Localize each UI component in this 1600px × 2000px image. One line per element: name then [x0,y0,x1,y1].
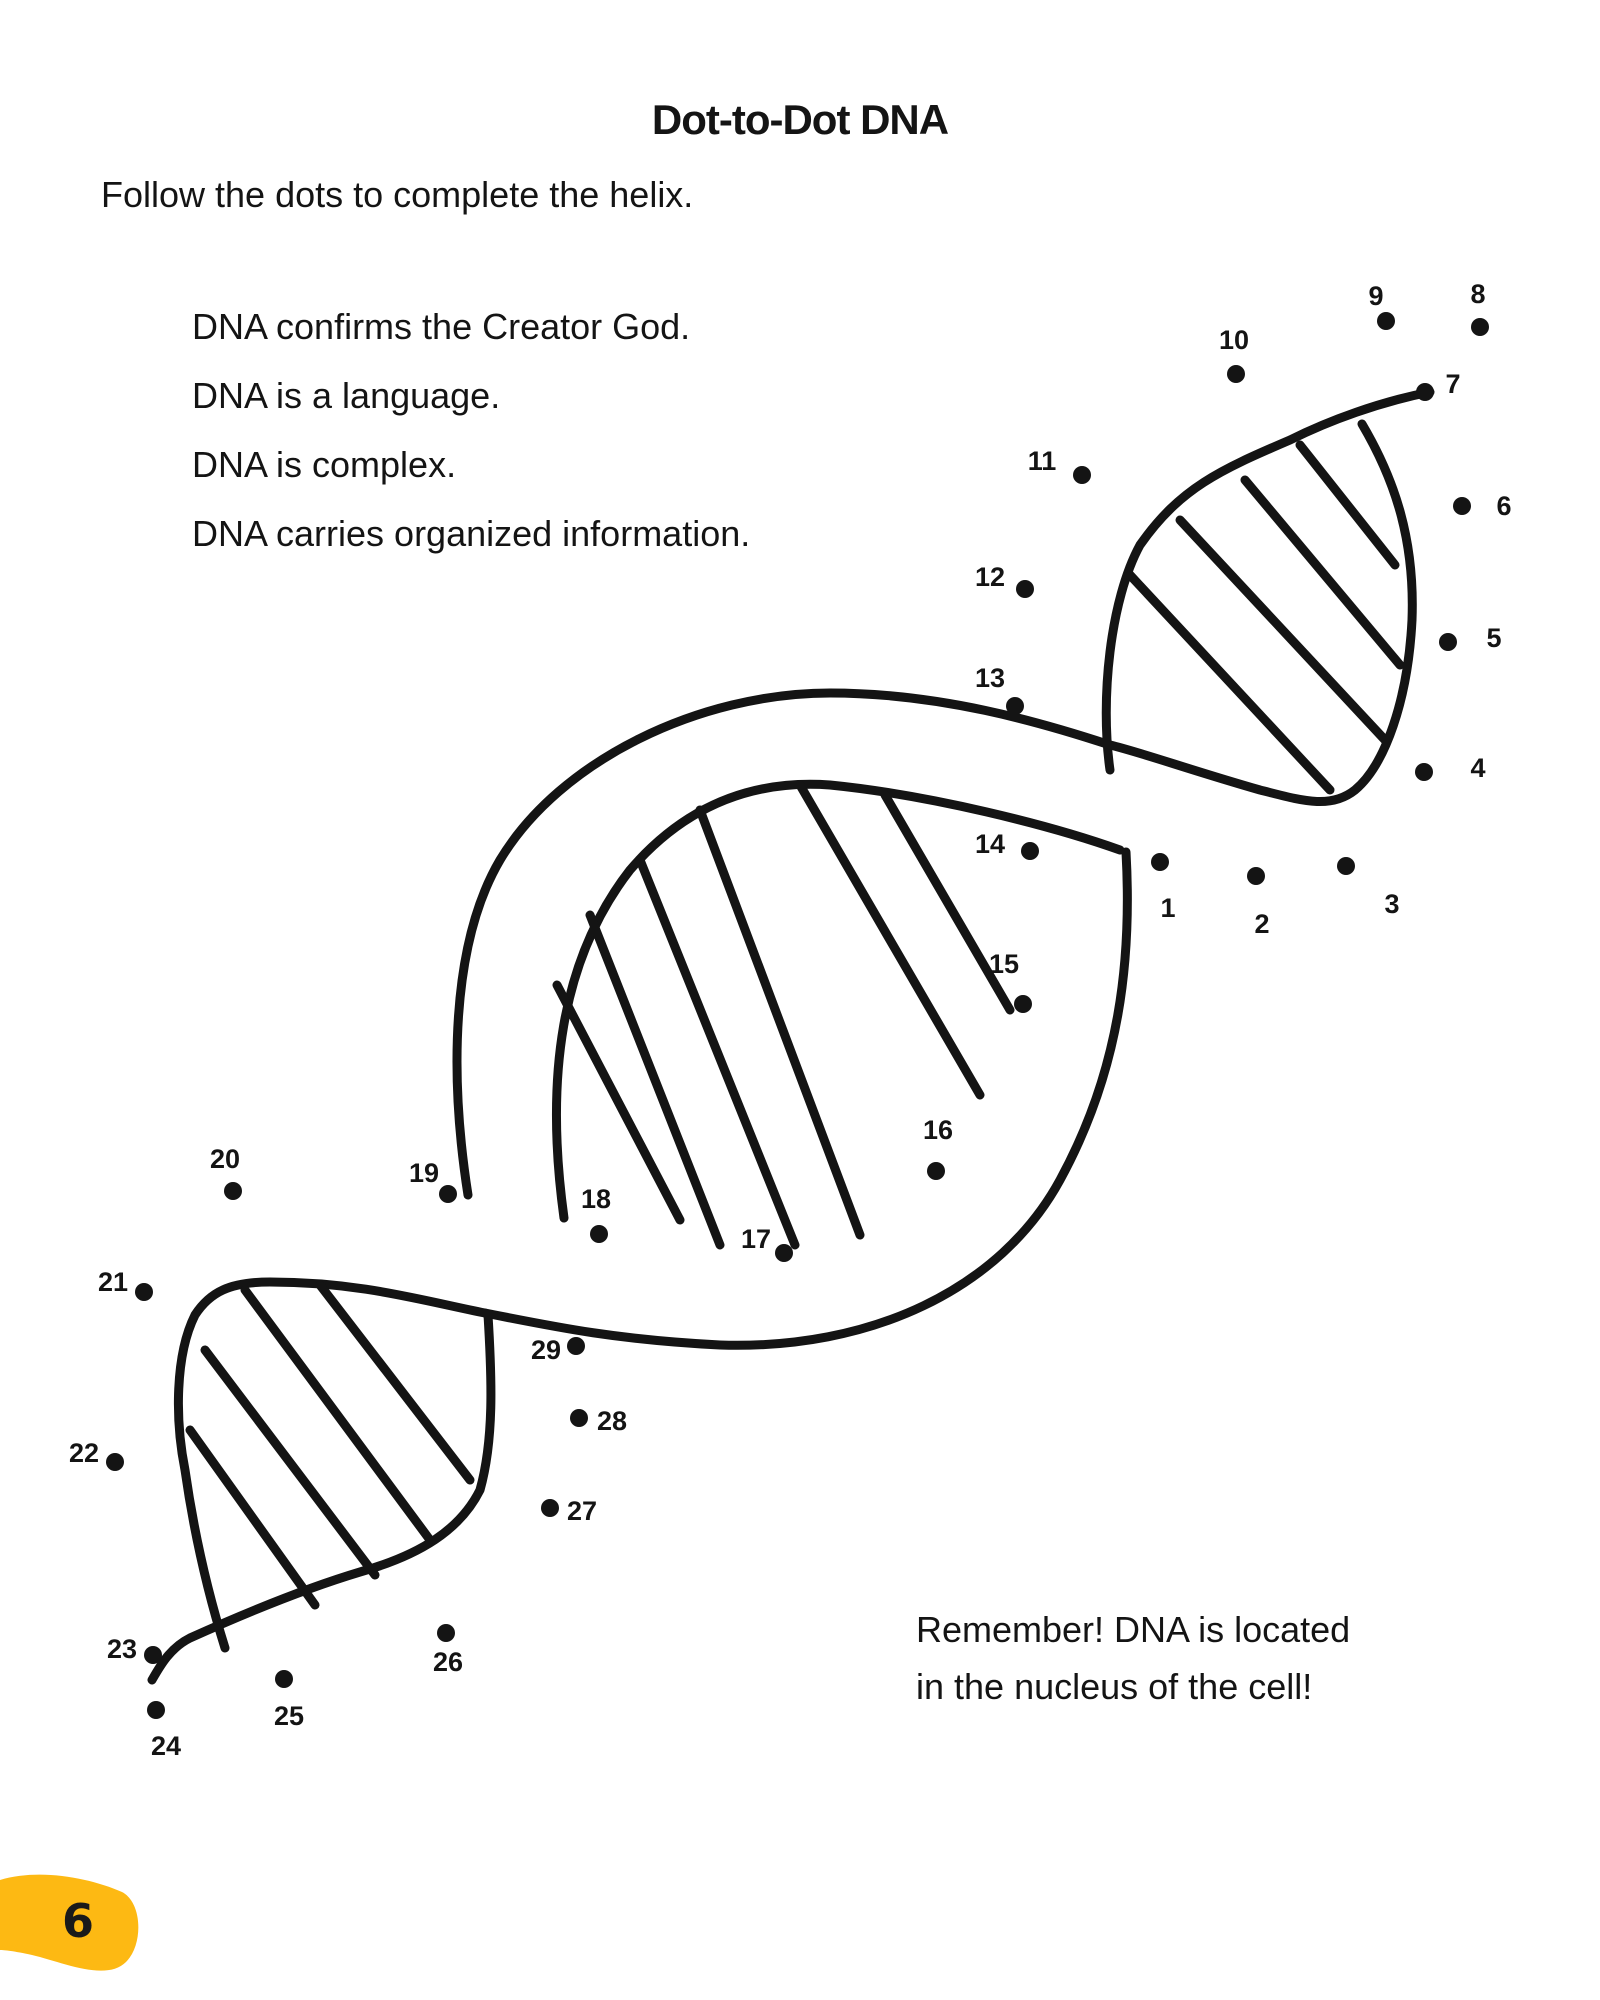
connect-dot-22 [69,1438,124,1471]
connect-dot-4 [1415,753,1486,783]
dot-marker [275,1670,293,1688]
dot-marker [775,1244,793,1262]
connect-dot-16 [923,1115,953,1180]
dot-marker [106,1453,124,1471]
dot-number-label: 19 [408,1158,440,1189]
dot-number-label: 20 [209,1144,241,1175]
dot-marker [1415,763,1433,781]
connect-dot-5 [1439,623,1502,653]
fact-item: DNA is complex. [192,444,457,485]
helix-rung [245,1290,430,1540]
dots-layer [69,279,1512,1761]
dot-number-label: 29 [530,1335,562,1366]
dot-number-label: 2 [1254,909,1270,940]
connect-dot-24 [147,1701,181,1761]
connect-dot-26 [433,1624,463,1677]
dot-marker [1337,857,1355,875]
fact-item: DNA is a language. [192,375,501,416]
dot-marker [1016,580,1034,598]
helix-rung [1180,520,1385,740]
dot-number-label: 8 [1470,279,1486,310]
dot-number-label: 11 [1027,446,1057,477]
dot-marker [1416,383,1434,401]
connect-dot-21 [98,1267,153,1301]
dot-number-label: 15 [988,949,1020,980]
dot-marker [135,1283,153,1301]
connect-dot-14 [975,829,1039,860]
dot-number-label: 9 [1368,281,1384,312]
dot-number-label: 4 [1470,753,1486,784]
instruction-text: Follow the dots to complete the helix. [101,174,694,215]
dot-marker [1471,318,1489,336]
dot-number-label: 23 [106,1634,138,1665]
dot-marker [1439,633,1457,651]
dot-number-label: 10 [1218,325,1250,356]
dot-marker [1151,853,1169,871]
dot-number-label: 7 [1445,369,1461,400]
fact-item: DNA confirms the Creator God. [192,306,691,347]
dot-marker [590,1225,608,1243]
helix-strand [178,1282,485,1648]
dot-number-label: 27 [566,1496,598,1527]
dot-number-label: 22 [68,1438,100,1469]
dot-number-label: 1 [1160,893,1176,924]
dot-number-label: 14 [974,829,1006,860]
dot-marker [147,1701,165,1719]
connect-dot-12 [975,562,1034,598]
dot-marker [224,1182,242,1200]
dot-number-label: 5 [1486,623,1502,654]
dot-marker [1006,697,1024,715]
dot-marker [144,1646,162,1664]
connect-dot-8 [1470,279,1489,336]
dot-marker [927,1162,945,1180]
dot-marker [1073,466,1091,484]
dot-number-label: 3 [1384,889,1400,920]
dot-number-label: 16 [922,1115,954,1146]
connect-dot-10 [1219,325,1249,383]
fact-item: DNA carries organized information. [192,513,751,554]
helix-rungs [190,445,1400,1605]
connect-dot-18 [581,1184,611,1243]
dot-marker [1377,312,1395,330]
connect-dot-20 [210,1144,242,1200]
connect-dot-7 [1416,369,1461,401]
connect-dot-2 [1247,867,1270,939]
connect-dot-23 [107,1634,162,1664]
dot-marker [439,1185,457,1203]
connect-dot-27 [541,1496,597,1526]
dot-marker [1227,365,1245,383]
dot-number-label: 12 [974,562,1006,593]
connect-dot-11 [1028,446,1091,484]
connect-dot-6 [1453,491,1512,521]
dot-marker [437,1624,455,1642]
connect-dot-25 [274,1670,304,1731]
dot-marker [1021,842,1039,860]
dot-number-label: 6 [1496,491,1512,522]
dot-number-label: 25 [273,1701,305,1732]
connect-dot-3 [1337,857,1400,919]
dot-marker [1247,867,1265,885]
helix-rung [1245,480,1400,665]
dot-number-label: 24 [150,1731,182,1762]
helix-rung [320,1285,470,1480]
dot-number-label: 28 [596,1406,628,1437]
connect-dot-1 [1151,853,1176,923]
reminder-line-2: in the nucleus of the cell! [916,1666,1313,1707]
connect-dot-9 [1368,281,1395,330]
dot-number-label: 13 [974,663,1006,694]
connect-dot-28 [570,1406,627,1436]
dot-number-label: 18 [580,1184,612,1215]
connect-dot-29 [531,1335,585,1365]
helix-rung [700,810,860,1235]
dot-marker [1014,995,1032,1013]
dot-marker [1453,497,1471,515]
page-number: 6 [62,1894,95,1948]
dot-marker [570,1409,588,1427]
dot-number-label: 21 [97,1267,129,1298]
helix-rung [800,785,980,1095]
dot-number-label: 17 [740,1224,772,1255]
helix-rung [205,1350,375,1575]
reminder-line-1: Remember! DNA is located [916,1609,1351,1650]
dot-marker [567,1337,585,1355]
helix-strand [1106,392,1430,770]
dot-number-label: 26 [432,1647,464,1678]
connect-dot-19 [409,1158,457,1203]
dot-marker [541,1499,559,1517]
page-title: Dot-to-Dot DNA [651,96,949,143]
